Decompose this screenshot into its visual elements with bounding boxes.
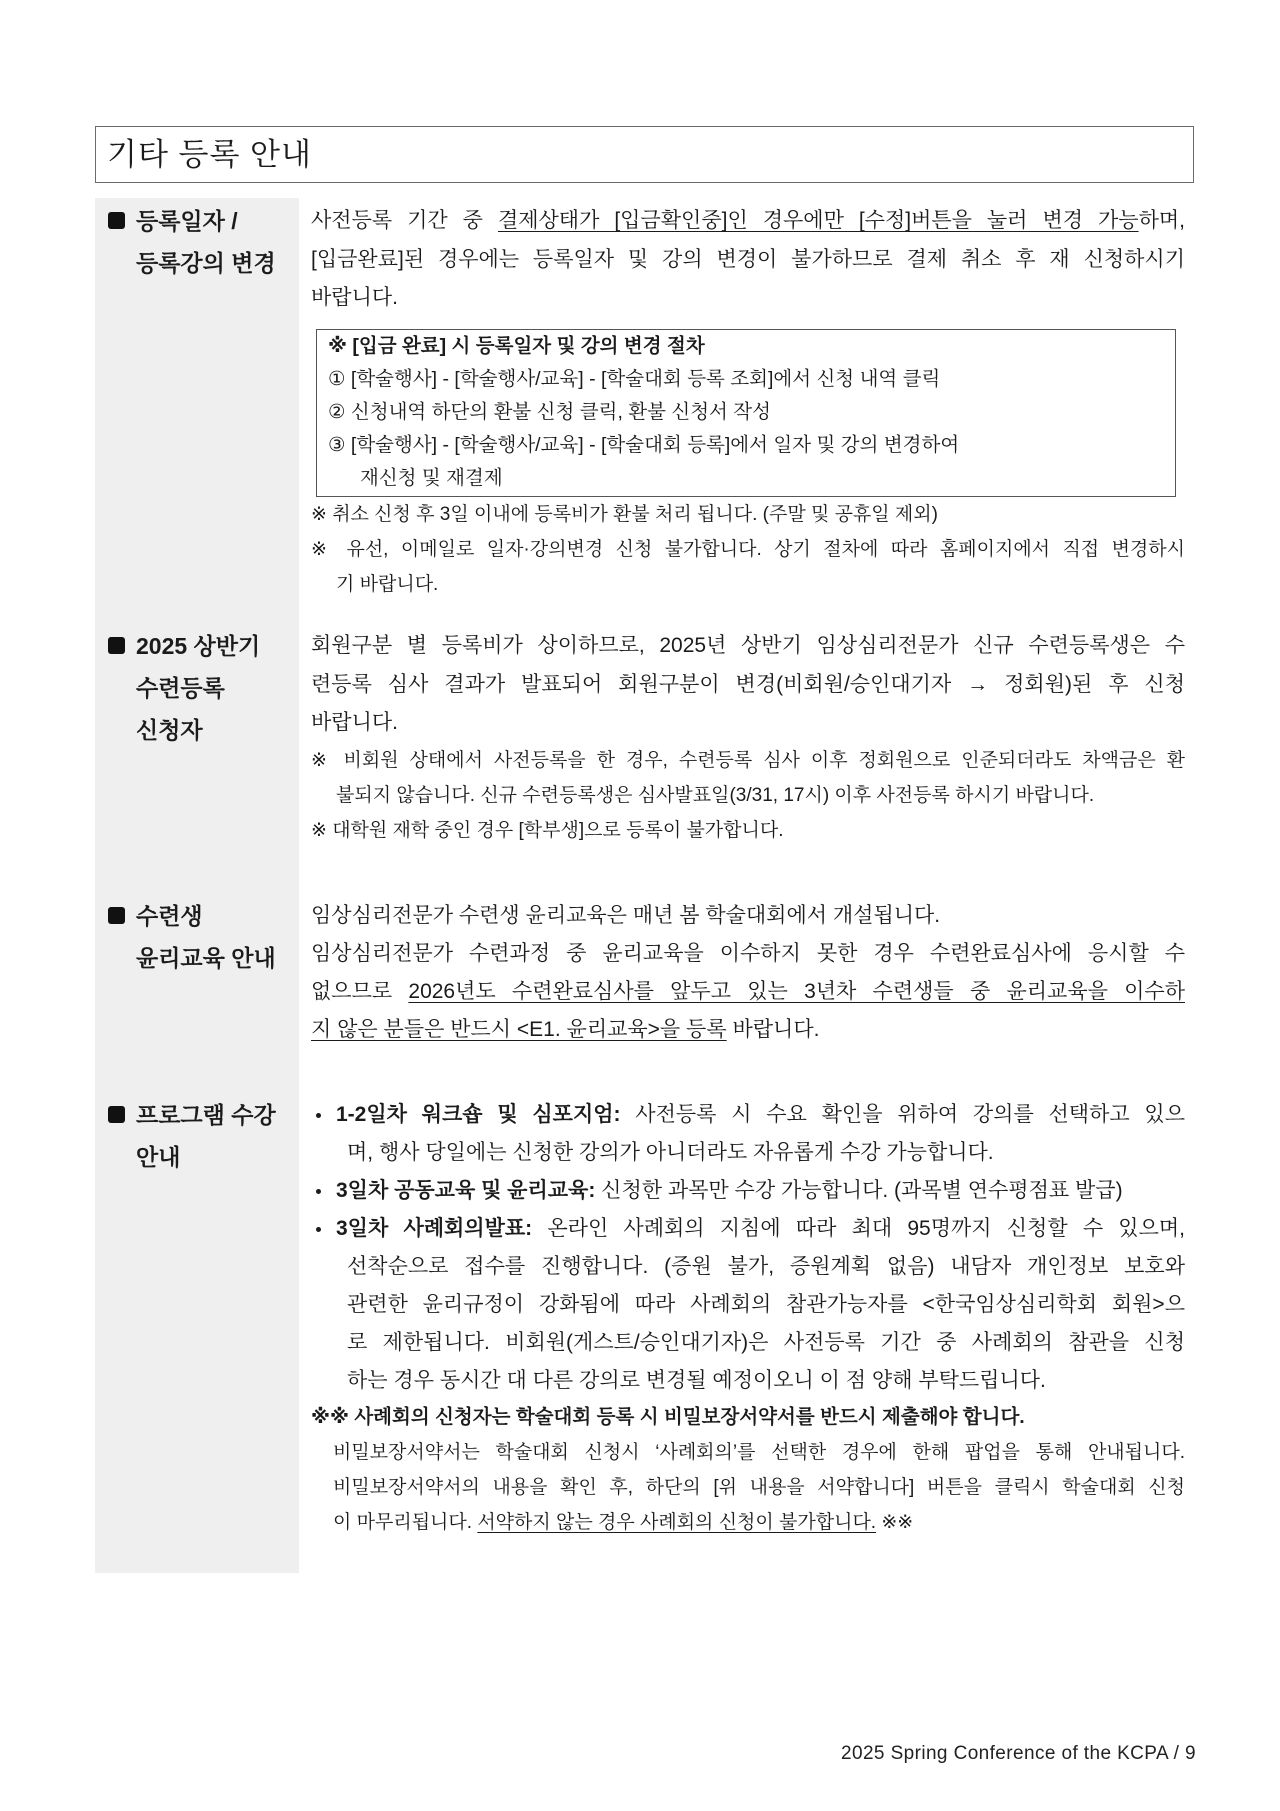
section-label-line: 수련등록 [136, 675, 225, 701]
bullet-icon [316, 1189, 321, 1194]
section-label-line: 신청자 [136, 717, 203, 743]
paragraph-line [311, 202, 1185, 241]
text-segment: 없으므로 [311, 980, 409, 1003]
section-label-line: 등록강의 변경 [136, 250, 276, 276]
note-line-continued: 기 바랍니다. [336, 573, 439, 595]
section-label-line: 윤리교육 안내 [136, 945, 276, 971]
underlined-text: 2026년도 수련완료심사를 앞두고 있는 3년차 수련생들 중 윤리교육을 이수하 [408, 980, 1185, 1003]
section-label-line: 안내 [136, 1144, 181, 1170]
bullet-item [311, 1210, 1185, 1400]
section-label [95, 625, 299, 751]
bullet-term: 3일차 사례회의발표: [336, 1217, 533, 1240]
paragraph-line: [입금완료]된 경우에는 등록일자 및 강의 변경이 불가하므로 결제 취소 후 재 신청하시기 [311, 247, 1185, 271]
text-segment: 이 마무리됩니다. [333, 1512, 478, 1533]
section-label-line: 2025 상반기 [136, 633, 261, 659]
section-body [311, 202, 1185, 602]
section-label [95, 200, 299, 284]
title-box [95, 126, 1194, 183]
bullet-text: 온라인 사례회의 지침에 따라 최대 95명까지 신청할 수 있으며, [532, 1217, 1185, 1240]
underlined-text: 결제상태가 [입금확인중]인 경우에만 [수정]버튼을 눌러 변경 가능 [497, 209, 1139, 232]
section-label [95, 1094, 299, 1178]
bullet-item [311, 1096, 1185, 1172]
bullet-icon [316, 1227, 321, 1232]
notice-line: 비밀보장서약서의 내용을 확인 후, 하단의 [위 내용을 서약합니다] 버튼을 클릭시 학술대회 신청 [333, 1477, 1185, 1498]
square-bullet-icon [108, 212, 125, 229]
text-segment: ※※ [876, 1512, 914, 1533]
underlined-text: 서약하지 않는 경우 사례회의 신청이 불가합니다. [477, 1512, 877, 1533]
section-body [311, 1096, 1185, 1540]
section-label-line: 등록일자 / [136, 208, 238, 234]
procedure-step: ② 신청내역 하단의 환불 신청 클릭, 환불 신청서 작성 [328, 400, 771, 423]
procedure-heading: ※ [입금 완료] 시 등록일자 및 강의 변경 절차 [328, 334, 705, 357]
procedure-step-continued: 재신청 및 재결제 [360, 466, 503, 489]
bullet-line [336, 1210, 1185, 1248]
text-segment: 사전등록 기간 중 [311, 209, 498, 232]
page-footer: 2025 Spring Conference of the KCPA / 9 [841, 1743, 1196, 1764]
notice-line [333, 1505, 1185, 1540]
note-line: ※ 유선, 이메일로 일자·강의변경 신청 불가합니다. 상기 절차에 따라 홈페이지에서 직접 변경하시 [311, 538, 1185, 560]
square-bullet-icon [108, 637, 125, 654]
section-label-line: 프로그램 수강 [136, 1102, 276, 1128]
paragraph-line: 바랍니다. [311, 286, 398, 309]
bullet-icon [316, 1113, 321, 1118]
procedure-step: ① [학술행사] - [학술행사/교육] - [학술대회 등록 조회]에서 신청 내역 클릭 [328, 367, 941, 390]
paragraph-line [311, 1011, 1185, 1049]
note-line-continued: 불되지 않습니다. 신규 수련등록생은 심사발표일(3/31, 17시) 이후 사전등록 하시기 바랍니다. [336, 784, 1095, 806]
paragraph-line: 회원구분 별 등록비가 상이하므로, 2025년 상반기 임상심리전문가 신규 수련등록생은 수 [311, 634, 1185, 657]
page-title: 기타 등록 안내 [107, 137, 312, 172]
bullet-line-continued: 로 제한됩니다. 비회원(게스트/승인대기자)은 사전등록 기간 중 사례회의 참관을 신청 [347, 1331, 1185, 1354]
text-segment: 바랍니다. [726, 1018, 820, 1041]
section-body [311, 627, 1185, 848]
note-line: ※ 비회원 상태에서 사전등록을 한 경우, 수련등록 심사 이후 정회원으로 인준되더라도 차액금은 환 [311, 749, 1185, 771]
bullet-term: 1-2일차 워크숍 및 심포지엄: [336, 1103, 621, 1126]
bullet-text: 신청한 과목만 수강 가능합니다. (과목별 연수평점표 발급) [595, 1179, 1123, 1202]
bullet-line [336, 1096, 1185, 1134]
note-line: ※ 대학원 재학 중인 경우 [학부생]으로 등록이 불가합니다. [311, 819, 784, 841]
procedure-step: ③ [학술행사] - [학술행사/교육] - [학술대회 등록]에서 일자 및 강의 변경하여 [328, 433, 960, 456]
bullet-line [336, 1172, 1185, 1210]
notice-heading: ※※ 사례회의 신청자는 학술대회 등록 시 비밀보장서약서를 반드시 제출해야 합니다. [311, 1406, 1025, 1428]
paragraph-line [311, 973, 1185, 1011]
bullet-line-continued: 며, 행사 당일에는 신청한 강의가 아니더라도 자유롭게 수강 가능합니다. [347, 1141, 994, 1164]
underlined-text: 지 않은 분들은 반드시 <E1. 윤리교육>을 등록 [311, 1018, 727, 1041]
paragraph-line: 바랍니다. [311, 711, 398, 734]
procedure-box [316, 329, 1176, 497]
paragraph-line: 임상심리전문가 수련생 윤리교육은 매년 봄 학술대회에서 개설됩니다. [311, 904, 941, 927]
label-column-background [95, 198, 299, 1573]
bullet-text: 사전등록 시 수요 확인을 위하여 강의를 선택하고 있으 [620, 1103, 1185, 1126]
bullet-line-continued: 선착순으로 접수를 진행합니다. (증원 불가, 증원계획 없음) 내담자 개인정보 보호와 [347, 1255, 1185, 1278]
notice-line: 비밀보장서약서는 학술대회 신청시 ‘사례회의’를 선택한 경우에 한해 팝업을 통해 안내됩니다. [333, 1442, 1185, 1463]
bullet-item [311, 1172, 1185, 1210]
bullet-line-continued: 관련한 윤리규정이 강화됨에 따라 사례회의 참관가능자를 <한국임상심리학회 회원>으 [347, 1293, 1185, 1316]
text-segment: 하며, [1138, 209, 1185, 232]
paragraph-line: 련등록 심사 결과가 발표되어 회원구분이 변경(비회원/승인대기자 → 정회원)된 후 신청 [311, 672, 1185, 696]
square-bullet-icon [108, 907, 125, 924]
bullet-term: 3일차 공동교육 및 윤리교육: [336, 1179, 596, 1202]
paragraph-line: 임상심리전문가 수련과정 중 윤리교육을 이수하지 못한 경우 수련완료심사에 응시할 수 [311, 942, 1185, 965]
bullet-line-continued: 하는 경우 동시간 대 다른 강의로 변경될 예정이오니 이 점 양해 부탁드립니다. [347, 1369, 1046, 1392]
section-body [311, 897, 1185, 1049]
section-label-line: 수련생 [136, 903, 203, 929]
square-bullet-icon [108, 1106, 125, 1123]
note-line: ※ 취소 신청 후 3일 이내에 등록비가 환불 처리 됩니다. (주말 및 공휴일 제외) [311, 503, 938, 525]
section-label [95, 895, 299, 979]
